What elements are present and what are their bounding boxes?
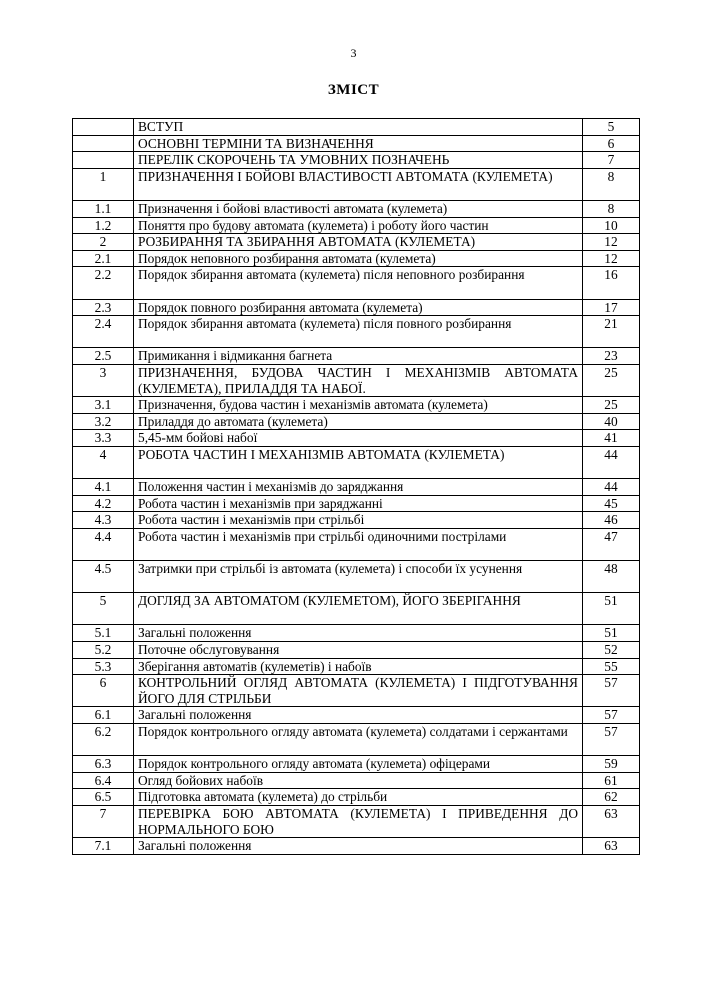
toc-page-number: 52 xyxy=(583,642,640,659)
toc-section-title: ПРИЗНАЧЕННЯ І БОЙОВІ ВЛАСТИВОСТІ АВТОМАТА (КУЛЕМЕТА) xyxy=(134,168,583,200)
toc-row xyxy=(73,528,640,560)
toc-page-number: 57 xyxy=(583,707,640,724)
page-number: 3 xyxy=(350,46,357,60)
toc-page-number: 51 xyxy=(583,625,640,642)
toc-section-title: Загальні положення xyxy=(134,707,583,724)
toc-page-number: 12 xyxy=(583,250,640,267)
toc-section-number: 2.2 xyxy=(73,267,134,299)
toc-section-number: 1 xyxy=(73,168,134,200)
toc-row xyxy=(73,430,640,447)
toc-page-number: 7 xyxy=(583,152,640,169)
toc-section-number: 1.1 xyxy=(73,200,134,217)
toc-page-number: 61 xyxy=(583,772,640,789)
toc-section-number: 3.2 xyxy=(73,413,134,430)
toc-section-number xyxy=(73,119,134,136)
toc-page-number: 48 xyxy=(583,561,640,593)
toc-row xyxy=(73,119,640,136)
toc-page-number: 47 xyxy=(583,528,640,560)
toc-section-number: 6.3 xyxy=(73,756,134,773)
toc-row xyxy=(73,756,640,773)
toc-section-title: ВСТУП xyxy=(134,119,583,136)
toc-section-title: Поняття про будову автомата (кулемета) і роботу його частин xyxy=(134,217,583,234)
toc-page-number: 10 xyxy=(583,217,640,234)
toc-section-number: 3 xyxy=(73,364,134,396)
toc-section-title: КОНТРОЛЬНИЙ ОГЛЯД АВТОМАТА (КУЛЕМЕТА) І ПІДГОТУВАННЯ ЙОГО ДЛЯ СТРІЛЬБИ xyxy=(134,675,583,707)
toc-page-number: 55 xyxy=(583,658,640,675)
toc-page-number: 46 xyxy=(583,512,640,529)
toc-section-number: 4.5 xyxy=(73,561,134,593)
toc-section-number: 5 xyxy=(73,593,134,625)
toc-section-title: ПРИЗНАЧЕННЯ, БУДОВА ЧАСТИН І МЕХАНІЗМІВ АВТОМАТА (КУЛЕМЕТА), ПРИЛАДДЯ ТА НАБОЇ. xyxy=(134,364,583,396)
toc-section-title: Зберігання автоматів (кулеметів) і набоїв xyxy=(134,658,583,675)
toc-section-number: 4.4 xyxy=(73,528,134,560)
toc-section-title: РОЗБИРАННЯ ТА ЗБИРАННЯ АВТОМАТА (КУЛЕМЕТА) xyxy=(134,234,583,251)
toc-section-number: 2 xyxy=(73,234,134,251)
toc-section-number: 3.3 xyxy=(73,430,134,447)
toc-section-number: 2.5 xyxy=(73,348,134,365)
toc-section-number: 4.2 xyxy=(73,495,134,512)
toc-row xyxy=(73,593,640,625)
toc-section-number: 6 xyxy=(73,675,134,707)
toc-section-number: 4 xyxy=(73,446,134,478)
toc-section-number: 5.2 xyxy=(73,642,134,659)
toc-section-number: 6.1 xyxy=(73,707,134,724)
page-title: ЗМІСТ xyxy=(327,82,380,98)
toc-page-number: 62 xyxy=(583,789,640,806)
toc-page-number: 63 xyxy=(583,838,640,855)
toc-section-title: ПЕРЕЛІК СКОРОЧЕНЬ ТА УМОВНИХ ПОЗНАЧЕНЬ xyxy=(134,152,583,169)
toc-row xyxy=(73,168,640,200)
toc-page-number: 8 xyxy=(583,168,640,200)
toc-section-title: Порядок повного розбирання автомата (кулемета) xyxy=(134,299,583,316)
toc-row xyxy=(73,495,640,512)
toc-row xyxy=(73,642,640,659)
toc-section-number: 4.1 xyxy=(73,479,134,496)
toc-page-number: 21 xyxy=(583,316,640,348)
toc-row xyxy=(73,234,640,251)
toc-section-number: 3.1 xyxy=(73,397,134,414)
toc-section-title: Робота частин і механізмів при стрільбі xyxy=(134,512,583,529)
toc-section-title: Примикання і відмикання багнета xyxy=(134,348,583,365)
toc-section-number: 4.3 xyxy=(73,512,134,529)
toc-page-number: 44 xyxy=(583,446,640,478)
toc-row xyxy=(73,200,640,217)
toc-row xyxy=(73,413,640,430)
toc-row xyxy=(73,658,640,675)
toc-section-title: Робота частин і механізмів при стрільбі одиночними пострілами xyxy=(134,528,583,560)
toc-row xyxy=(73,397,640,414)
toc-section-number: 6.2 xyxy=(73,723,134,755)
toc-section-title: Приладдя до автомата (кулемета) xyxy=(134,413,583,430)
toc-section-number: 1.2 xyxy=(73,217,134,234)
toc-section-title: Порядок неповного розбирання автомата (кулемета) xyxy=(134,250,583,267)
toc-section-title: Огляд бойових набоїв xyxy=(134,772,583,789)
toc-body xyxy=(73,119,640,855)
toc-row xyxy=(73,364,640,396)
toc-page-number: 23 xyxy=(583,348,640,365)
table-of-contents xyxy=(72,118,640,855)
toc-row xyxy=(73,217,640,234)
toc-section-title: Порядок збирання автомата (кулемета) після неповного розбирання xyxy=(134,267,583,299)
toc-section-number: 5.3 xyxy=(73,658,134,675)
toc-row xyxy=(73,135,640,152)
toc-section-title: 5,45-мм бойові набої xyxy=(134,430,583,447)
toc-row xyxy=(73,299,640,316)
toc-section-number: 6.5 xyxy=(73,789,134,806)
toc-row xyxy=(73,789,640,806)
toc-section-title: Підготовка автомата (кулемета) до стрільби xyxy=(134,789,583,806)
toc-section-title: Порядок контрольного огляду автомата (кулемета) офіцерами xyxy=(134,756,583,773)
toc-section-number: 5.1 xyxy=(73,625,134,642)
toc-page-number: 25 xyxy=(583,397,640,414)
toc-page-number: 25 xyxy=(583,364,640,396)
toc-section-number xyxy=(73,135,134,152)
toc-section-title: Робота частин і механізмів при заряджанні xyxy=(134,495,583,512)
toc-page-number: 8 xyxy=(583,200,640,217)
toc-page-number: 57 xyxy=(583,675,640,707)
toc-row xyxy=(73,316,640,348)
toc-row xyxy=(73,512,640,529)
toc-section-title: Загальні положення xyxy=(134,625,583,642)
toc-row xyxy=(73,267,640,299)
toc-page-number: 17 xyxy=(583,299,640,316)
toc-row xyxy=(73,723,640,755)
toc-section-title: ПЕРЕВІРКА БОЮ АВТОМАТА (КУЛЕМЕТА) І ПРИВЕДЕННЯ ДО НОРМАЛЬНОГО БОЮ xyxy=(134,805,583,837)
toc-page-number: 51 xyxy=(583,593,640,625)
toc-row xyxy=(73,707,640,724)
toc-page-number: 16 xyxy=(583,267,640,299)
toc-page-number: 12 xyxy=(583,234,640,251)
toc-section-title: ДОГЛЯД ЗА АВТОМАТОМ (КУЛЕМЕТОМ), ЙОГО ЗБЕРІГАННЯ xyxy=(134,593,583,625)
toc-row xyxy=(73,805,640,837)
toc-page-number: 6 xyxy=(583,135,640,152)
toc-section-number: 6.4 xyxy=(73,772,134,789)
toc-page-number: 44 xyxy=(583,479,640,496)
toc-row xyxy=(73,675,640,707)
toc-section-number: 2.3 xyxy=(73,299,134,316)
toc-section-title: РОБОТА ЧАСТИН І МЕХАНІЗМІВ АВТОМАТА (КУЛЕМЕТА) xyxy=(134,446,583,478)
toc-section-title: Призначення і бойові властивості автомата (кулемета) xyxy=(134,200,583,217)
toc-row xyxy=(73,250,640,267)
toc-page-number: 45 xyxy=(583,495,640,512)
toc-section-title: Затримки при стрільбі із автомата (кулемета) і способи їх усунення xyxy=(134,561,583,593)
toc-page-number: 63 xyxy=(583,805,640,837)
toc-section-title: Загальні положення xyxy=(134,838,583,855)
toc-row xyxy=(73,348,640,365)
toc-section-number: 2.4 xyxy=(73,316,134,348)
toc-page-number: 41 xyxy=(583,430,640,447)
toc-section-number xyxy=(73,152,134,169)
toc-row xyxy=(73,625,640,642)
toc-section-title: Положення частин і механізмів до заряджання xyxy=(134,479,583,496)
toc-section-title: ОСНОВНІ ТЕРМІНИ ТА ВИЗНАЧЕННЯ xyxy=(134,135,583,152)
toc-row xyxy=(73,479,640,496)
toc-row xyxy=(73,152,640,169)
toc-page-number: 59 xyxy=(583,756,640,773)
toc-section-title: Порядок збирання автомата (кулемета) після повного розбирання xyxy=(134,316,583,348)
toc-row xyxy=(73,772,640,789)
toc-section-title: Призначення, будова частин і механізмів автомата (кулемета) xyxy=(134,397,583,414)
toc-row xyxy=(73,446,640,478)
toc-row xyxy=(73,561,640,593)
toc-section-title: Поточне обслуговування xyxy=(134,642,583,659)
toc-section-title: Порядок контрольного огляду автомата (кулемета) солдатами і сержантами xyxy=(134,723,583,755)
toc-section-number: 7.1 xyxy=(73,838,134,855)
toc-row xyxy=(73,838,640,855)
toc-page-number: 5 xyxy=(583,119,640,136)
toc-page-number: 57 xyxy=(583,723,640,755)
toc-page-number: 40 xyxy=(583,413,640,430)
toc-section-number: 2.1 xyxy=(73,250,134,267)
toc-section-number: 7 xyxy=(73,805,134,837)
